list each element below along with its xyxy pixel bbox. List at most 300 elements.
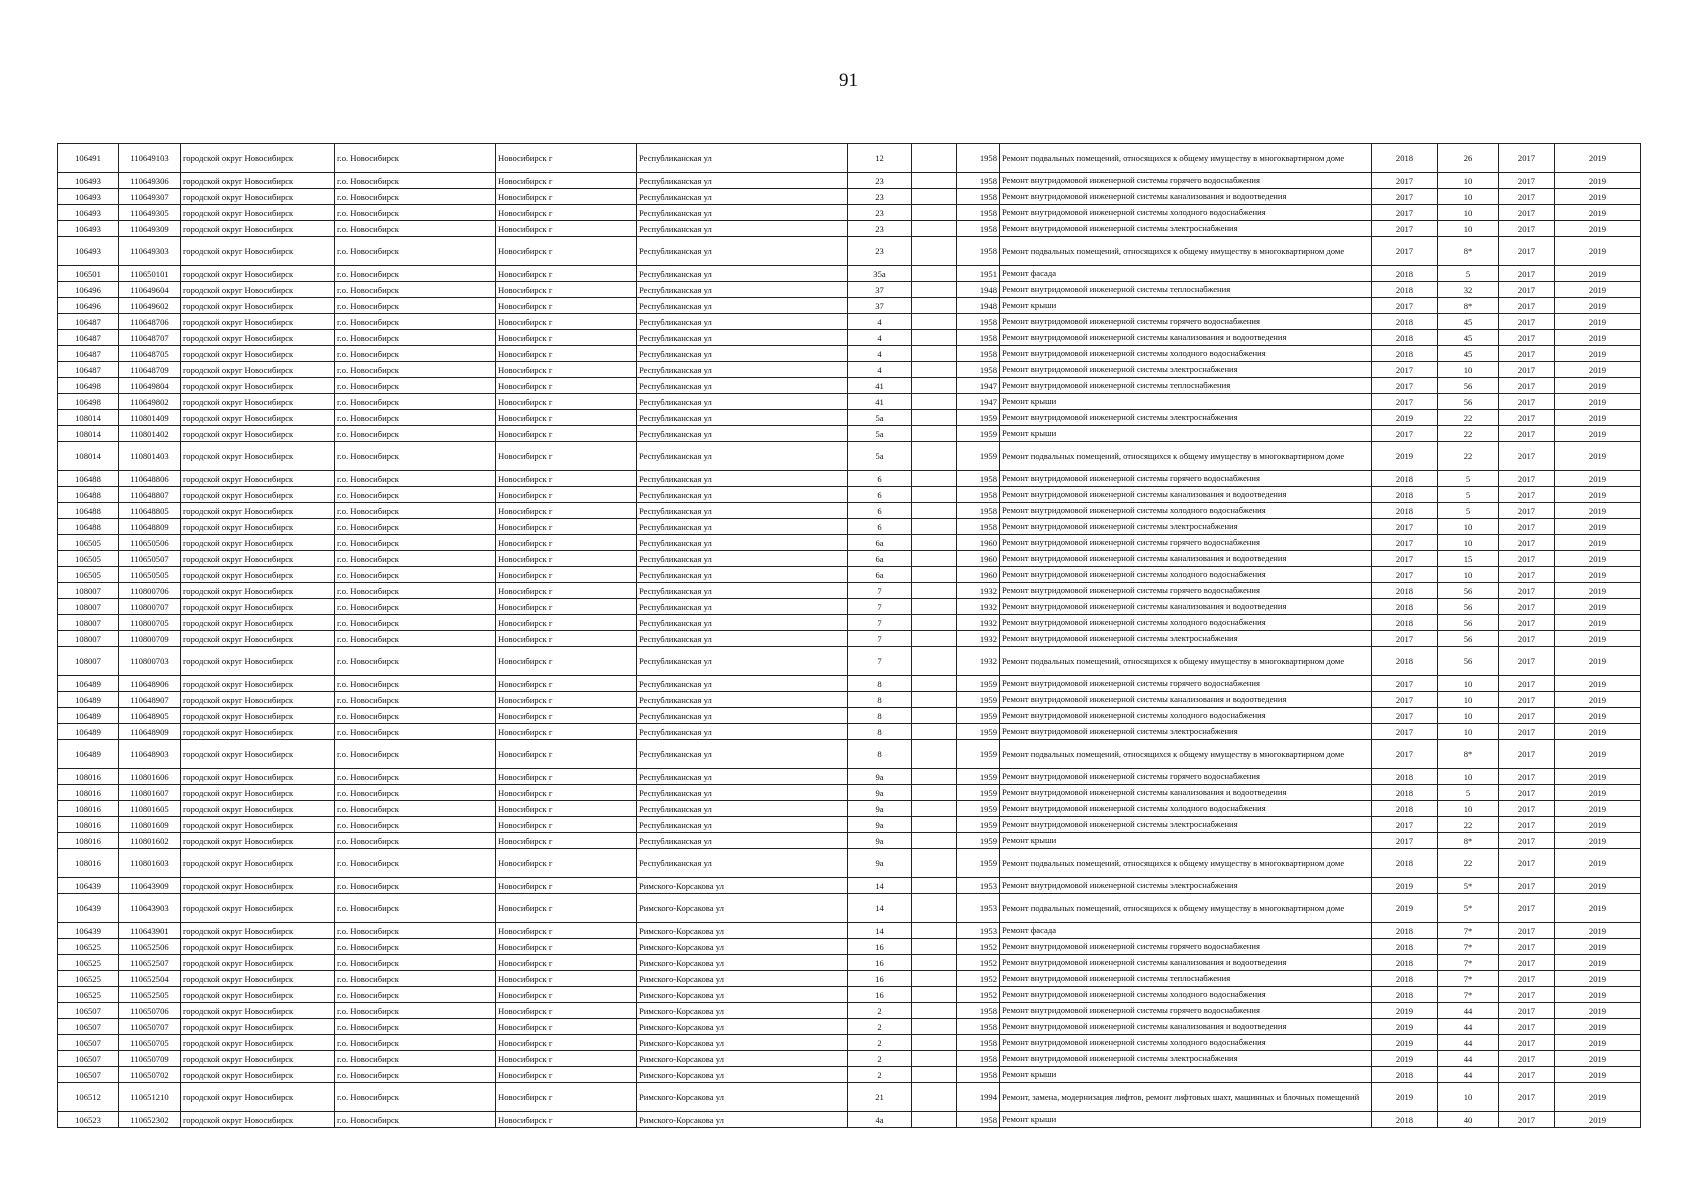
- cell-year-built: 1958: [957, 1035, 1000, 1051]
- cell-house-number: 16: [848, 971, 912, 987]
- cell-locality: Новосибирск г: [496, 647, 637, 676]
- cell-street: Римского-Корсакова ул: [637, 1067, 848, 1083]
- cell-municipal-district: городской округ Новосибирск: [181, 939, 335, 955]
- cell-work-code: 110648707: [119, 330, 181, 346]
- cell-count: 5*: [1438, 894, 1499, 923]
- cell-municipal-district: городской округ Новосибирск: [181, 330, 335, 346]
- cell-year-built: 1958: [957, 1051, 1000, 1067]
- cell-municipal-district: городской округ Новосибирск: [181, 535, 335, 551]
- cell-building: [912, 362, 957, 378]
- cell-settlement: г.о. Новосибирск: [335, 1067, 496, 1083]
- cell-locality: Новосибирск г: [496, 708, 637, 724]
- cell-count: 22: [1438, 410, 1499, 426]
- cell-year-built: 1948: [957, 282, 1000, 298]
- table-row: [58, 471, 1641, 487]
- cell-house-code: 108007: [58, 599, 119, 615]
- cell-count: 5*: [1438, 878, 1499, 894]
- table-row: [58, 394, 1641, 410]
- cell-house-code: 106488: [58, 503, 119, 519]
- cell-year-built: 1953: [957, 878, 1000, 894]
- cell-planned-year: 2017: [1372, 519, 1438, 535]
- cell-period-start: 2017: [1499, 426, 1555, 442]
- cell-house-number: 8: [848, 724, 912, 740]
- cell-building: [912, 939, 957, 955]
- cell-period-start: 2017: [1499, 833, 1555, 849]
- cell-period-start: 2017: [1499, 923, 1555, 939]
- cell-planned-year: 2017: [1372, 740, 1438, 769]
- table-row: [58, 410, 1641, 426]
- cell-house-code: 106493: [58, 205, 119, 221]
- cell-house-code: 106525: [58, 939, 119, 955]
- cell-work-code: 110650702: [119, 1067, 181, 1083]
- cell-locality: Новосибирск г: [496, 1112, 637, 1128]
- cell-house-code: 106507: [58, 1019, 119, 1035]
- cell-work-type: Ремонт внутридомовой инженерной системы холодного водоснабжения: [1000, 346, 1372, 362]
- cell-locality: Новосибирск г: [496, 282, 637, 298]
- cell-work-code: 110650707: [119, 1019, 181, 1035]
- cell-house-number: 9а: [848, 769, 912, 785]
- cell-municipal-district: городской округ Новосибирск: [181, 1035, 335, 1051]
- cell-building: [912, 817, 957, 833]
- cell-year-built: 1958: [957, 1067, 1000, 1083]
- cell-street: Римского-Корсакова ул: [637, 1003, 848, 1019]
- cell-period-end: 2019: [1555, 785, 1641, 801]
- cell-street: Республиканская ул: [637, 426, 848, 442]
- cell-municipal-district: городской округ Новосибирск: [181, 692, 335, 708]
- cell-settlement: г.о. Новосибирск: [335, 583, 496, 599]
- cell-count: 10: [1438, 205, 1499, 221]
- cell-settlement: г.о. Новосибирск: [335, 647, 496, 676]
- cell-settlement: г.о. Новосибирск: [335, 785, 496, 801]
- cell-count: 10: [1438, 676, 1499, 692]
- cell-locality: Новосибирск г: [496, 394, 637, 410]
- cell-year-built: 1958: [957, 503, 1000, 519]
- cell-work-code: 110649802: [119, 394, 181, 410]
- cell-house-code: 106487: [58, 314, 119, 330]
- cell-house-code: 106501: [58, 266, 119, 282]
- table-row: [58, 955, 1641, 971]
- cell-count: 15: [1438, 551, 1499, 567]
- cell-work-type: Ремонт внутридомовой инженерной системы канализования и водоотведения: [1000, 551, 1372, 567]
- cell-locality: Новосибирск г: [496, 519, 637, 535]
- cell-house-number: 9а: [848, 785, 912, 801]
- cell-period-end: 2019: [1555, 971, 1641, 987]
- cell-settlement: г.о. Новосибирск: [335, 894, 496, 923]
- cell-count: 44: [1438, 1067, 1499, 1083]
- cell-planned-year: 2017: [1372, 378, 1438, 394]
- cell-planned-year: 2019: [1372, 1035, 1438, 1051]
- cell-work-code: 110648907: [119, 692, 181, 708]
- cell-count: 22: [1438, 849, 1499, 878]
- table-row: [58, 282, 1641, 298]
- cell-count: 32: [1438, 282, 1499, 298]
- cell-house-number: 16: [848, 987, 912, 1003]
- table-row: [58, 189, 1641, 205]
- cell-municipal-district: городской округ Новосибирск: [181, 471, 335, 487]
- cell-work-type: Ремонт внутридомовой инженерной системы электроснабжения: [1000, 410, 1372, 426]
- cell-count: 45: [1438, 346, 1499, 362]
- cell-house-code: 106487: [58, 362, 119, 378]
- cell-work-code: 110648709: [119, 362, 181, 378]
- cell-locality: Новосибирск г: [496, 362, 637, 378]
- cell-building: [912, 708, 957, 724]
- cell-work-type: Ремонт крыши: [1000, 394, 1372, 410]
- cell-count: 7*: [1438, 939, 1499, 955]
- cell-municipal-district: городской округ Новосибирск: [181, 971, 335, 987]
- cell-work-code: 110643903: [119, 894, 181, 923]
- cell-planned-year: 2017: [1372, 676, 1438, 692]
- cell-work-code: 110652505: [119, 987, 181, 1003]
- cell-house-number: 41: [848, 378, 912, 394]
- cell-settlement: г.о. Новосибирск: [335, 971, 496, 987]
- table-row: [58, 1067, 1641, 1083]
- cell-locality: Новосибирск г: [496, 237, 637, 266]
- cell-building: [912, 894, 957, 923]
- cell-work-type: Ремонт внутридомовой инженерной системы канализования и водоотведения: [1000, 785, 1372, 801]
- cell-municipal-district: городской округ Новосибирск: [181, 878, 335, 894]
- cell-work-type: Ремонт внутридомовой инженерной системы холодного водоснабжения: [1000, 987, 1372, 1003]
- cell-planned-year: 2018: [1372, 282, 1438, 298]
- cell-house-code: 106512: [58, 1083, 119, 1112]
- cell-settlement: г.о. Новосибирск: [335, 1112, 496, 1128]
- cell-count: 7*: [1438, 923, 1499, 939]
- cell-building: [912, 647, 957, 676]
- cell-work-type: Ремонт внутридомовой инженерной системы канализования и водоотведения: [1000, 330, 1372, 346]
- cell-planned-year: 2019: [1372, 1083, 1438, 1112]
- cell-period-start: 2017: [1499, 631, 1555, 647]
- cell-municipal-district: городской округ Новосибирск: [181, 410, 335, 426]
- cell-municipal-district: городской округ Новосибирск: [181, 833, 335, 849]
- cell-period-end: 2019: [1555, 987, 1641, 1003]
- cell-count: 10: [1438, 708, 1499, 724]
- cell-municipal-district: городской округ Новосибирск: [181, 237, 335, 266]
- cell-settlement: г.о. Новосибирск: [335, 615, 496, 631]
- cell-locality: Новосибирск г: [496, 1035, 637, 1051]
- cell-work-code: 110648706: [119, 314, 181, 330]
- cell-count: 44: [1438, 1003, 1499, 1019]
- cell-period-end: 2019: [1555, 394, 1641, 410]
- cell-municipal-district: городской округ Новосибирск: [181, 785, 335, 801]
- cell-locality: Новосибирск г: [496, 939, 637, 955]
- cell-street: Республиканская ул: [637, 410, 848, 426]
- cell-period-start: 2017: [1499, 1019, 1555, 1035]
- cell-period-start: 2017: [1499, 378, 1555, 394]
- cell-work-type: Ремонт внутридомовой инженерной системы горячего водоснабжения: [1000, 1003, 1372, 1019]
- cell-settlement: г.о. Новосибирск: [335, 471, 496, 487]
- cell-municipal-district: городской округ Новосибирск: [181, 1019, 335, 1035]
- cell-planned-year: 2018: [1372, 144, 1438, 173]
- table-row: [58, 583, 1641, 599]
- cell-house-code: 106487: [58, 346, 119, 362]
- cell-house-code: 106507: [58, 1035, 119, 1051]
- table-row: [58, 987, 1641, 1003]
- cell-settlement: г.о. Новосибирск: [335, 1051, 496, 1067]
- cell-house-number: 16: [848, 955, 912, 971]
- cell-house-number: 14: [848, 878, 912, 894]
- cell-period-start: 2017: [1499, 987, 1555, 1003]
- cell-planned-year: 2017: [1372, 362, 1438, 378]
- cell-street: Республиканская ул: [637, 551, 848, 567]
- cell-street: Римского-Корсакова ул: [637, 923, 848, 939]
- cell-year-built: 1959: [957, 410, 1000, 426]
- cell-house-code: 108016: [58, 833, 119, 849]
- cell-planned-year: 2018: [1372, 971, 1438, 987]
- cell-count: 56: [1438, 647, 1499, 676]
- cell-house-number: 12: [848, 144, 912, 173]
- cell-settlement: г.о. Новосибирск: [335, 1019, 496, 1035]
- cell-street: Республиканская ул: [637, 442, 848, 471]
- cell-count: 8*: [1438, 740, 1499, 769]
- cell-count: 10: [1438, 189, 1499, 205]
- cell-settlement: г.о. Новосибирск: [335, 724, 496, 740]
- cell-period-end: 2019: [1555, 708, 1641, 724]
- cell-house-number: 14: [848, 923, 912, 939]
- table-row: [58, 631, 1641, 647]
- cell-year-built: 1948: [957, 298, 1000, 314]
- cell-building: [912, 583, 957, 599]
- cell-year-built: 1959: [957, 724, 1000, 740]
- cell-period-end: 2019: [1555, 1035, 1641, 1051]
- cell-period-end: 2019: [1555, 567, 1641, 583]
- cell-planned-year: 2019: [1372, 1003, 1438, 1019]
- table-row: [58, 221, 1641, 237]
- cell-period-end: 2019: [1555, 801, 1641, 817]
- cell-building: [912, 471, 957, 487]
- cell-work-code: 110800707: [119, 599, 181, 615]
- cell-year-built: 1959: [957, 817, 1000, 833]
- cell-house-number: 23: [848, 205, 912, 221]
- cell-planned-year: 2017: [1372, 692, 1438, 708]
- cell-period-start: 2017: [1499, 298, 1555, 314]
- cell-house-number: 7: [848, 583, 912, 599]
- cell-street: Республиканская ул: [637, 189, 848, 205]
- cell-house-code: 108007: [58, 615, 119, 631]
- cell-period-end: 2019: [1555, 833, 1641, 849]
- cell-house-code: 108014: [58, 442, 119, 471]
- cell-municipal-district: городской округ Новосибирск: [181, 266, 335, 282]
- cell-municipal-district: городской округ Новосибирск: [181, 221, 335, 237]
- cell-locality: Новосибирск г: [496, 599, 637, 615]
- cell-work-type: Ремонт внутридомовой инженерной системы электроснабжения: [1000, 221, 1372, 237]
- cell-house-code: 106489: [58, 692, 119, 708]
- cell-planned-year: 2019: [1372, 878, 1438, 894]
- cell-work-type: Ремонт крыши: [1000, 1112, 1372, 1128]
- cell-locality: Новосибирск г: [496, 849, 637, 878]
- cell-count: 10: [1438, 567, 1499, 583]
- cell-period-start: 2017: [1499, 849, 1555, 878]
- cell-building: [912, 205, 957, 221]
- cell-street: Республиканская ул: [637, 346, 848, 362]
- cell-house-number: 8: [848, 692, 912, 708]
- table-row: [58, 551, 1641, 567]
- cell-house-number: 7: [848, 631, 912, 647]
- cell-building: [912, 535, 957, 551]
- cell-locality: Новосибирск г: [496, 471, 637, 487]
- table-row: [58, 599, 1641, 615]
- cell-work-type: Ремонт внутридомовой инженерной системы канализования и водоотведения: [1000, 189, 1372, 205]
- cell-house-code: 106489: [58, 676, 119, 692]
- cell-period-start: 2017: [1499, 724, 1555, 740]
- cell-work-type: Ремонт внутридомовой инженерной системы горячего водоснабжения: [1000, 676, 1372, 692]
- cell-period-start: 2017: [1499, 487, 1555, 503]
- cell-period-start: 2017: [1499, 894, 1555, 923]
- cell-street: Республиканская ул: [637, 173, 848, 189]
- cell-period-end: 2019: [1555, 724, 1641, 740]
- cell-work-type: Ремонт подвальных помещений, относящихся к общему имуществу в многоквартирном доме: [1000, 849, 1372, 878]
- cell-work-code: 110800706: [119, 583, 181, 599]
- table-row: [58, 692, 1641, 708]
- cell-work-code: 110650505: [119, 567, 181, 583]
- cell-planned-year: 2018: [1372, 785, 1438, 801]
- cell-planned-year: 2017: [1372, 426, 1438, 442]
- cell-period-end: 2019: [1555, 583, 1641, 599]
- cell-planned-year: 2018: [1372, 1112, 1438, 1128]
- cell-period-start: 2017: [1499, 503, 1555, 519]
- cell-locality: Новосибирск г: [496, 189, 637, 205]
- cell-locality: Новосибирск г: [496, 769, 637, 785]
- cell-locality: Новосибирск г: [496, 442, 637, 471]
- cell-building: [912, 769, 957, 785]
- cell-period-start: 2017: [1499, 205, 1555, 221]
- cell-locality: Новосибирск г: [496, 1083, 637, 1112]
- cell-year-built: 1959: [957, 801, 1000, 817]
- cell-year-built: 1959: [957, 692, 1000, 708]
- cell-count: 7*: [1438, 971, 1499, 987]
- cell-street: Римского-Корсакова ул: [637, 1035, 848, 1051]
- cell-work-type: Ремонт подвальных помещений, относящихся к общему имуществу в многоквартирном доме: [1000, 144, 1372, 173]
- cell-building: [912, 487, 957, 503]
- cell-period-end: 2019: [1555, 740, 1641, 769]
- cell-house-number: 9а: [848, 833, 912, 849]
- cell-house-code: 106488: [58, 471, 119, 487]
- cell-street: Республиканская ул: [637, 615, 848, 631]
- cell-period-start: 2017: [1499, 676, 1555, 692]
- cell-municipal-district: городской округ Новосибирск: [181, 955, 335, 971]
- cell-house-number: 4а: [848, 1112, 912, 1128]
- cell-work-code: 110648807: [119, 487, 181, 503]
- cell-street: Республиканская ул: [637, 394, 848, 410]
- cell-house-number: 41: [848, 394, 912, 410]
- cell-planned-year: 2018: [1372, 923, 1438, 939]
- cell-period-end: 2019: [1555, 487, 1641, 503]
- cell-settlement: г.о. Новосибирск: [335, 362, 496, 378]
- cell-period-end: 2019: [1555, 676, 1641, 692]
- cell-settlement: г.о. Новосибирск: [335, 298, 496, 314]
- cell-locality: Новосибирск г: [496, 817, 637, 833]
- cell-house-number: 5а: [848, 442, 912, 471]
- cell-period-end: 2019: [1555, 1003, 1641, 1019]
- cell-street: Республиканская ул: [637, 487, 848, 503]
- cell-planned-year: 2017: [1372, 535, 1438, 551]
- table-row: [58, 708, 1641, 724]
- cell-locality: Новосибирск г: [496, 410, 637, 426]
- cell-count: 10: [1438, 1083, 1499, 1112]
- cell-year-built: 1958: [957, 173, 1000, 189]
- cell-house-number: 8: [848, 740, 912, 769]
- cell-street: Республиканская ул: [637, 144, 848, 173]
- cell-year-built: 1958: [957, 330, 1000, 346]
- cell-work-type: Ремонт внутридомовой инженерной системы канализования и водоотведения: [1000, 599, 1372, 615]
- cell-settlement: г.о. Новосибирск: [335, 442, 496, 471]
- table-row: [58, 740, 1641, 769]
- cell-street: Римского-Корсакова ул: [637, 1051, 848, 1067]
- cell-house-code: 106493: [58, 189, 119, 205]
- cell-year-built: 1959: [957, 708, 1000, 724]
- cell-period-start: 2017: [1499, 583, 1555, 599]
- cell-street: Республиканская ул: [637, 282, 848, 298]
- cell-locality: Новосибирск г: [496, 221, 637, 237]
- cell-count: 44: [1438, 1019, 1499, 1035]
- cell-municipal-district: городской округ Новосибирск: [181, 647, 335, 676]
- cell-locality: Новосибирск г: [496, 878, 637, 894]
- cell-locality: Новосибирск г: [496, 1019, 637, 1035]
- cell-locality: Новосибирск г: [496, 535, 637, 551]
- cell-work-type: Ремонт внутридомовой инженерной системы холодного водоснабжения: [1000, 615, 1372, 631]
- cell-work-code: 110650101: [119, 266, 181, 282]
- cell-municipal-district: городской округ Новосибирск: [181, 567, 335, 583]
- cell-work-type: Ремонт внутридомовой инженерной системы электроснабжения: [1000, 519, 1372, 535]
- cell-period-start: 2017: [1499, 346, 1555, 362]
- cell-period-end: 2019: [1555, 189, 1641, 205]
- cell-year-built: 1952: [957, 987, 1000, 1003]
- cell-period-end: 2019: [1555, 615, 1641, 631]
- cell-count: 10: [1438, 724, 1499, 740]
- cell-year-built: 1959: [957, 785, 1000, 801]
- cell-work-code: 110652302: [119, 1112, 181, 1128]
- cell-year-built: 1958: [957, 189, 1000, 205]
- cell-building: [912, 410, 957, 426]
- cell-street: Римского-Корсакова ул: [637, 878, 848, 894]
- cell-year-built: 1959: [957, 676, 1000, 692]
- cell-work-type: Ремонт внутридомовой инженерной системы канализования и водоотведения: [1000, 955, 1372, 971]
- cell-settlement: г.о. Новосибирск: [335, 1003, 496, 1019]
- cell-building: [912, 785, 957, 801]
- cell-municipal-district: городской округ Новосибирск: [181, 426, 335, 442]
- cell-count: 10: [1438, 769, 1499, 785]
- cell-year-built: 1952: [957, 939, 1000, 955]
- table-row: [58, 378, 1641, 394]
- cell-settlement: г.о. Новосибирск: [335, 237, 496, 266]
- cell-house-code: 108007: [58, 631, 119, 647]
- cell-planned-year: 2017: [1372, 298, 1438, 314]
- cell-period-end: 2019: [1555, 426, 1641, 442]
- cell-street: Римского-Корсакова ул: [637, 939, 848, 955]
- cell-work-type: Ремонт подвальных помещений, относящихся к общему имуществу в многоквартирном доме: [1000, 647, 1372, 676]
- cell-period-end: 2019: [1555, 1067, 1641, 1083]
- cell-municipal-district: городской округ Новосибирск: [181, 282, 335, 298]
- cell-municipal-district: городской округ Новосибирск: [181, 189, 335, 205]
- table-row: [58, 330, 1641, 346]
- cell-work-type: Ремонт внутридомовой инженерной системы канализования и водоотведения: [1000, 692, 1372, 708]
- cell-period-end: 2019: [1555, 205, 1641, 221]
- cell-planned-year: 2019: [1372, 894, 1438, 923]
- cell-period-start: 2017: [1499, 471, 1555, 487]
- cell-year-built: 1958: [957, 144, 1000, 173]
- cell-count: 5: [1438, 266, 1499, 282]
- cell-street: Республиканская ул: [637, 849, 848, 878]
- cell-house-number: 2: [848, 1051, 912, 1067]
- cell-house-number: 5а: [848, 410, 912, 426]
- cell-work-type: Ремонт внутридомовой инженерной системы холодного водоснабжения: [1000, 708, 1372, 724]
- cell-street: Римского-Корсакова ул: [637, 1083, 848, 1112]
- cell-year-built: 1947: [957, 378, 1000, 394]
- cell-settlement: г.о. Новосибирск: [335, 833, 496, 849]
- cell-locality: Новосибирск г: [496, 676, 637, 692]
- cell-street: Республиканская ул: [637, 647, 848, 676]
- cell-settlement: г.о. Новосибирск: [335, 849, 496, 878]
- cell-period-start: 2017: [1499, 801, 1555, 817]
- cell-municipal-district: городской округ Новосибирск: [181, 205, 335, 221]
